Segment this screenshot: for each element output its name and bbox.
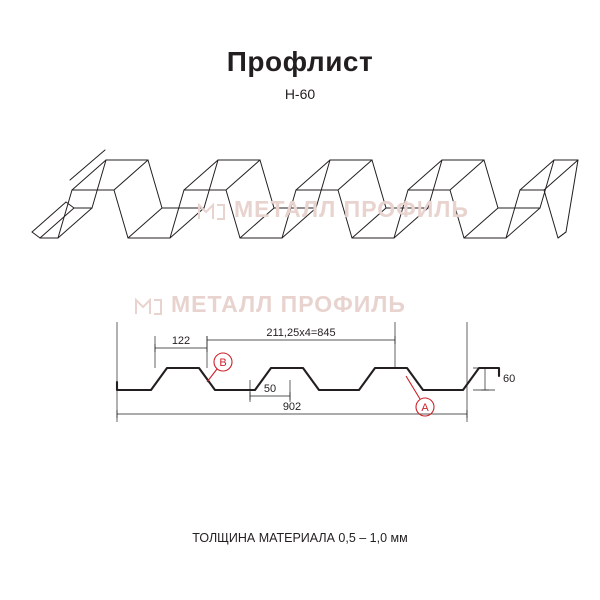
dim-valley-width: 50 bbox=[263, 383, 277, 395]
callout-b-label: B bbox=[219, 357, 227, 369]
dim-height: 60 bbox=[503, 373, 516, 385]
isometric-profile-illustration bbox=[10, 120, 590, 260]
watermark-text: МЕТАЛЛ ПРОФИЛЬ bbox=[171, 291, 406, 317]
page-title: Профлист bbox=[226, 46, 374, 77]
cross-section-drawing bbox=[95, 310, 525, 440]
dim-overall-width: 902 bbox=[282, 401, 302, 413]
model-label: Н-60 bbox=[284, 86, 316, 102]
callout-a-label: A bbox=[421, 402, 429, 414]
watermark-text: МЕТАЛЛ ПРОФИЛЬ bbox=[234, 196, 469, 222]
dim-rib-pitch: 122 bbox=[171, 335, 191, 347]
dim-total-span: 211,25х4=845 bbox=[266, 327, 336, 339]
material-thickness-note: ТОЛЩИНА МАТЕРИАЛА 0,5 – 1,0 мм bbox=[192, 531, 408, 545]
